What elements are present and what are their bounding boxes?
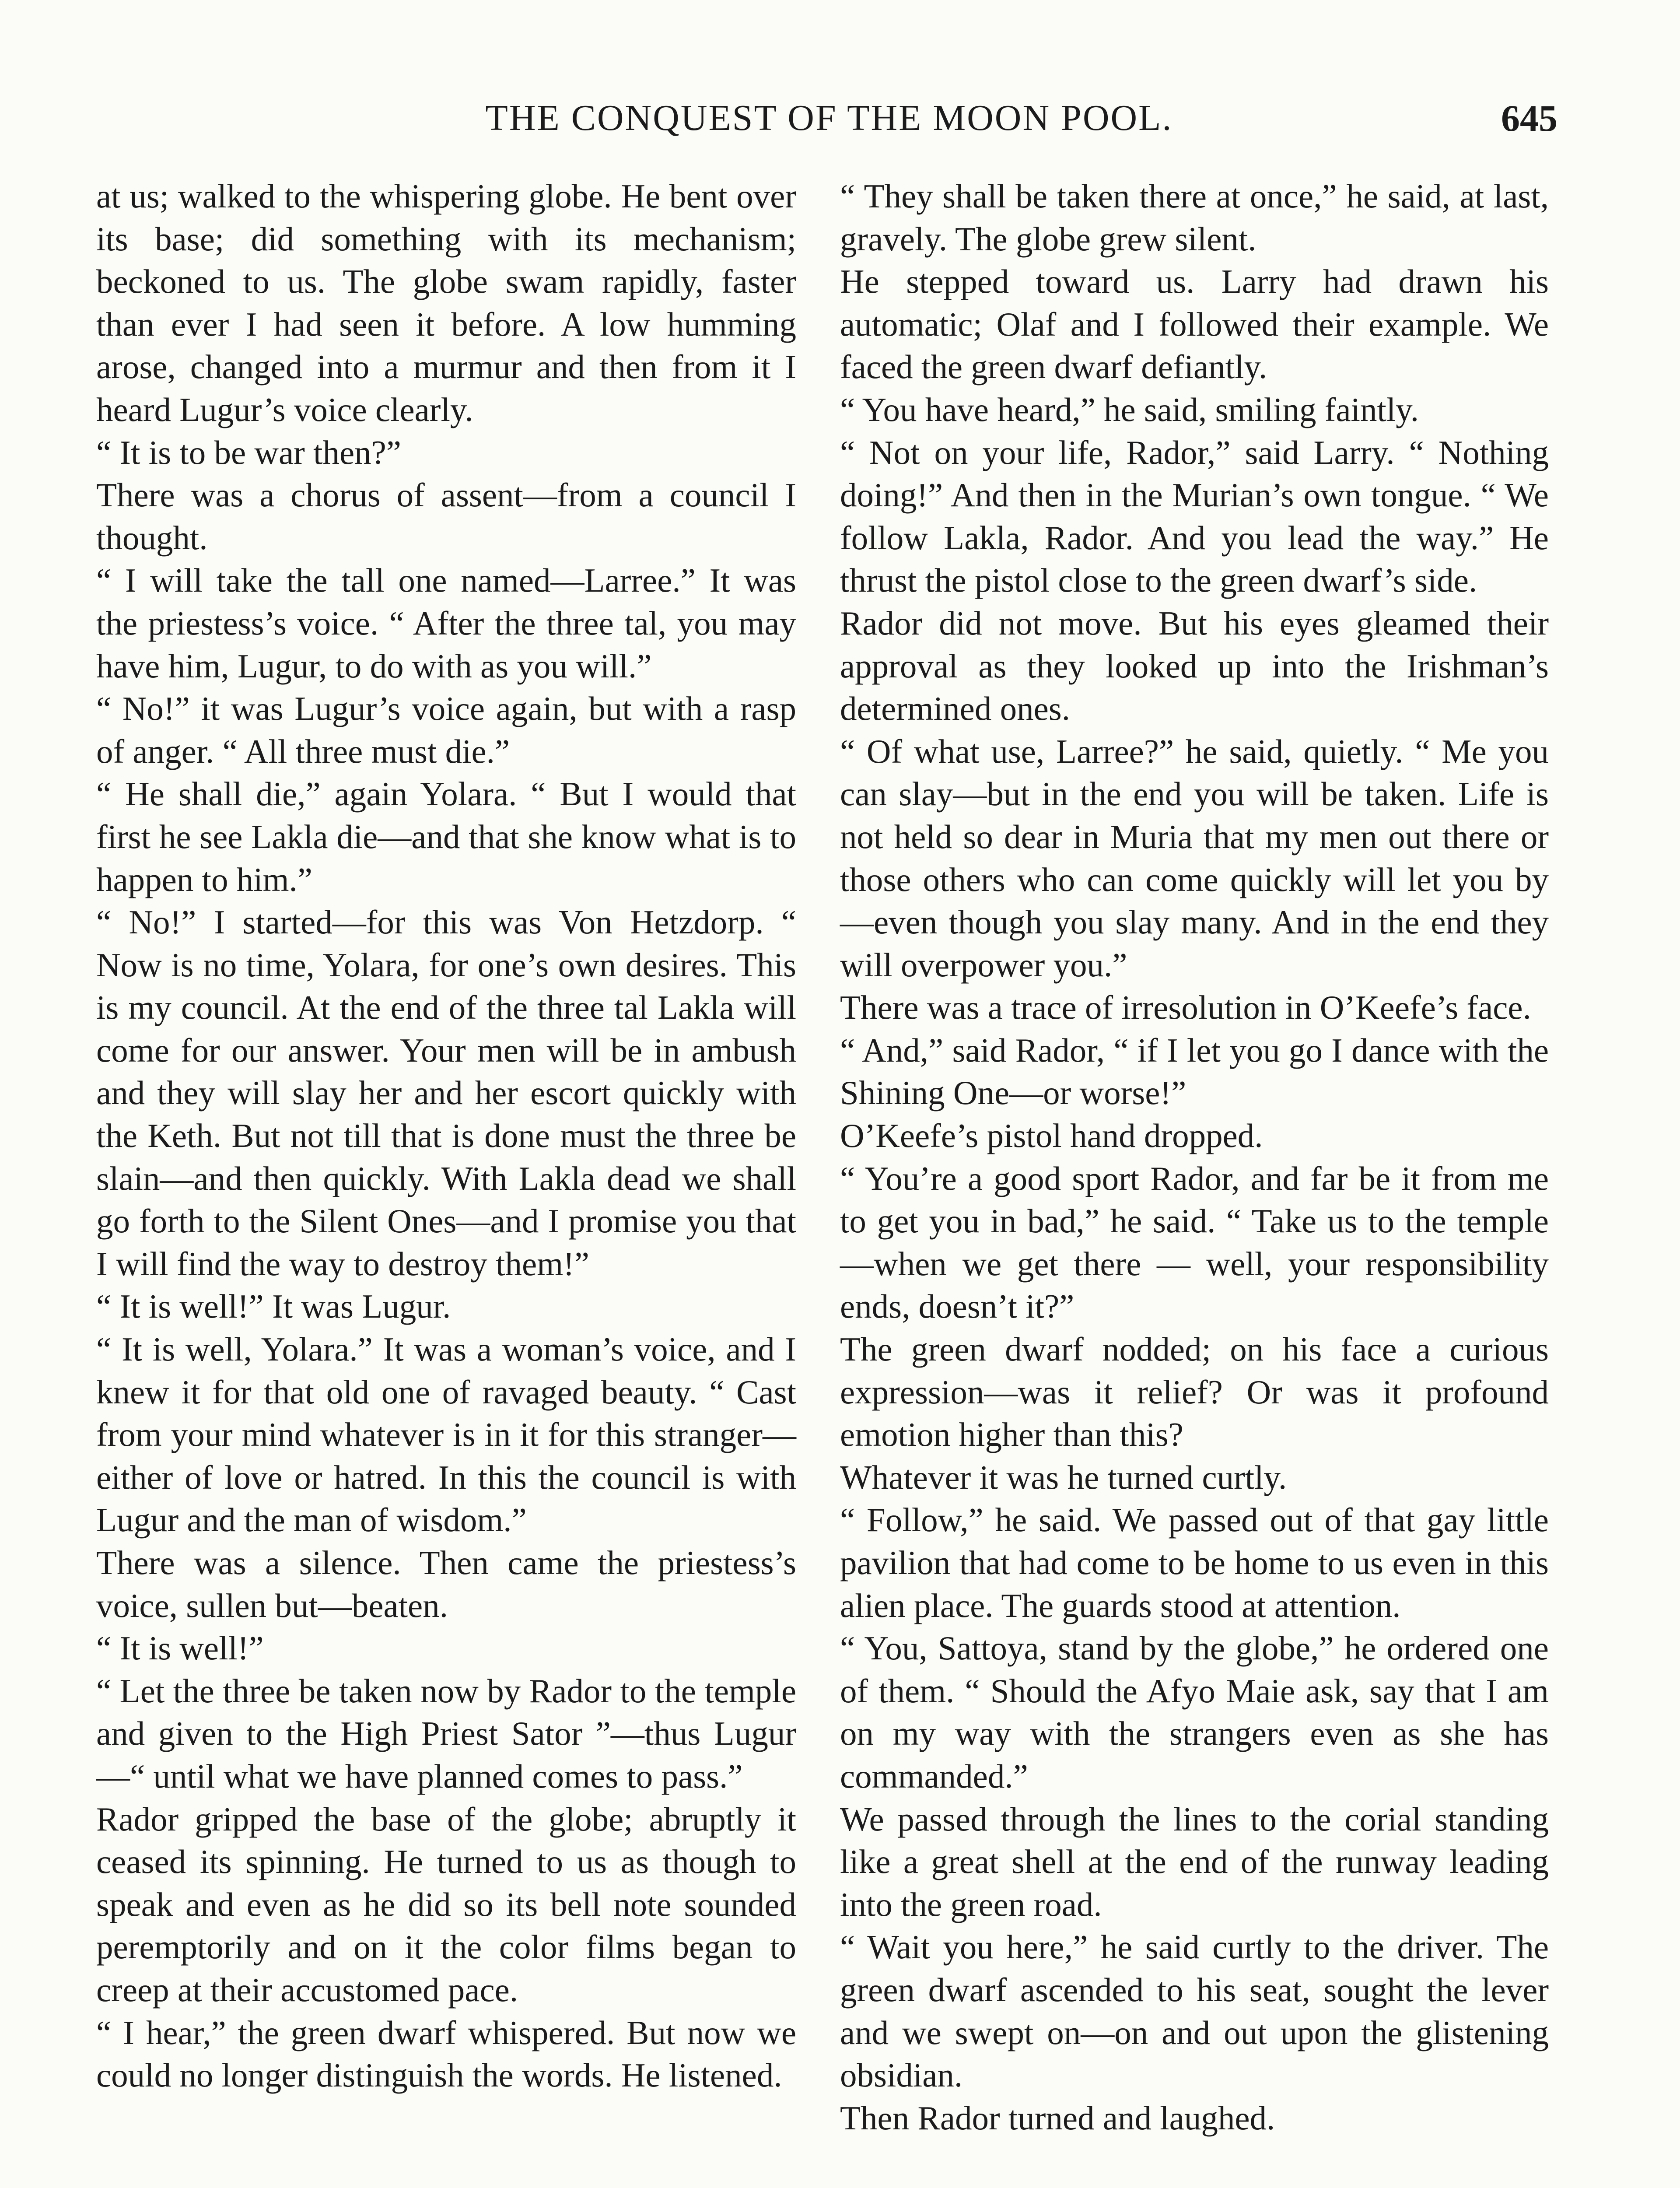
paragraph: There was a trace of irresolution in O’Keefe’s face.	[840, 989, 1531, 1027]
paragraph: “ They shall be taken there at once,” he said, at last, gravely. The globe grew silent.	[840, 177, 1549, 258]
paragraph: We passed through the lines to the corial standing like a great shell at the end of the runway leading into the green road.	[840, 1800, 1549, 1923]
page-header	[101, 94, 1558, 142]
paragraph: There was a chorus of assent—from a council I thought.	[96, 476, 796, 557]
paragraph: O’Keefe’s pistol hand dropped.	[840, 1117, 1263, 1155]
paragraph: “ You’re a good sport Rador, and far be it from me to get you in bad,” he said. “ Take us to the temple—when we get there — well, your responsibility ends, doesn’t it?”	[840, 1159, 1549, 1325]
paragraph: Rador did not move. But his eyes gleamed their approval as they looked up into the Irishman’s determined ones.	[840, 604, 1549, 728]
right-column	[840, 175, 1549, 2139]
paragraph: The green dwarf nodded; on his face a curious expression—was it relief? Or was it profound emotion higher than this?	[840, 1330, 1549, 1454]
paragraph: “ He shall die,” again Yolara. “ But I would that first he see Lakla die—and that she know what is to happen to him.”	[96, 775, 796, 898]
left-column	[96, 175, 796, 2097]
paragraph: “ And,” said Rador, “ if I let you go I dance with the Shining One—or worse!”	[840, 1031, 1549, 1112]
paragraph: “ I will take the tall one named—Larree.” It was the priestess’s voice. “ After the three tal, you may have him, Lugur, to do with as you will.”	[96, 561, 796, 685]
paragraph: “ No!” it was Lugur’s voice again, but with a rasp of anger. “ All three must die.”	[96, 690, 796, 770]
paragraph: He stepped toward us. Larry had drawn his automatic; Olaf and I followed their example. We faced the green dwarf defiantly.	[840, 263, 1549, 386]
paragraph: Whatever it was he turned curtly.	[840, 1458, 1287, 1496]
paragraph: “ Of what use, Larree?” he said, quietly. “ Me you can slay—but in the end you will be taken. Life is not held so dear in Muria that my men out there or those others who can come quickly will let you by—even though you slay many. And in the end they will overpower you.”	[840, 732, 1549, 984]
paragraph: “ It is well!” It was Lugur.	[96, 1287, 451, 1325]
paragraph: “ I hear,” the green dwarf whispered. But now we could no longer distinguish the words. He listened.	[96, 2013, 796, 2094]
running-title: THE CONQUEST OF THE MOON POOL.	[485, 98, 1173, 138]
paragraph: There was a silence. Then came the priestess’s voice, sullen but—beaten.	[96, 1544, 796, 1624]
paragraph: “ You have heard,” he said, smiling faintly.	[840, 390, 1419, 428]
paragraph: “ Not on your life, Rador,” said Larry. “ Nothing doing!” And then in the Murian’s own tongue. “ We follow Lakla, Rador. And you lead the way.” He thrust the pistol close to the green dwarf’s side.	[840, 433, 1549, 600]
paragraph: “ It is well!”	[96, 1629, 264, 1667]
paragraph: “ It is to be war then?”	[96, 433, 401, 471]
paragraph: “ It is well, Yolara.” It was a woman’s voice, and I knew it for that old one of ravaged beauty. “ Cast from your mind whatever is in it for this stranger—either of love or hatred. In this the council is with Lugur and the man of wisdom.”	[96, 1330, 796, 1539]
page-number: 645	[1501, 97, 1558, 139]
paragraph: “ Wait you here,” he said curtly to the driver. The green dwarf ascended to his seat, sought the lever and we swept on—on and out upon the glistening obsidian.	[840, 1928, 1549, 2094]
paragraph: Rador gripped the base of the globe; abruptly it ceased its spinning. He turned to us as though to speak and even as he did so its bell note sounded peremptorily and on it the color films began to creep at their accustomed pace.	[96, 1800, 796, 2009]
paragraph: “ Follow,” he said. We passed out of that gay little pavilion that had come to be home to us even in this alien place. The guards stood at attention.	[840, 1501, 1549, 1624]
paragraph: “ Let the three be taken now by Rador to the temple and given to the High Priest Sator ”—thus Lugur—“ until what we have planned comes to pass.”	[96, 1672, 796, 1795]
paragraph: “ You, Sattoya, stand by the globe,” he ordered one of them. “ Should the Afyo Maie ask, say that I am on my way with the strangers even as she has commanded.”	[840, 1629, 1549, 1795]
paragraph: “ No!” I started—for this was Von Hetzdorp. “ Now is no time, Yolara, for one’s own desires. This is my council. At the end of the three tal Lakla will come for our answer. Your men will be in ambush and they will slay her and her escort quickly with the Keth. But not till that is done must the three be slain—and then quickly. With Lakla dead we shall go forth to the Silent Ones—and I promise you that I will find the way to destroy them!”	[96, 903, 796, 1283]
paragraph: at us; walked to the whispering globe. He bent over its base; did something with its mechanism; beckoned to us. The globe swam rapidly, faster than ever I had seen it before. A low humming arose, changed into a murmur and then from it I heard Lugur’s voice clearly.	[96, 177, 796, 428]
paragraph: Then Rador turned and laughed.	[840, 2099, 1275, 2137]
